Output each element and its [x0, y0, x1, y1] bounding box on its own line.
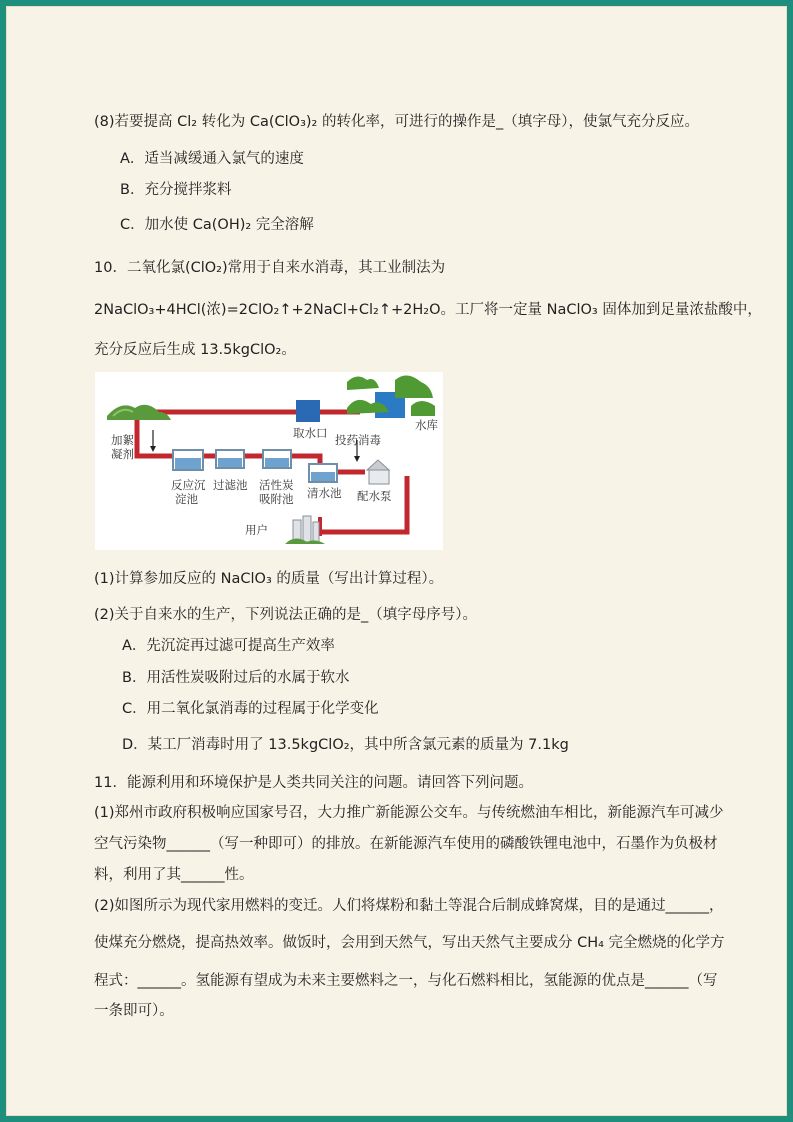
user-building-icon	[293, 516, 319, 542]
pipe-segment	[320, 476, 407, 532]
tree-icon	[347, 376, 379, 390]
q11-p1-line3: 料，利用了其______性。	[94, 867, 254, 883]
filter-tank-icon	[216, 450, 244, 468]
q10-option-c: C．用二氧化氯消毒的过程属于化学变化	[122, 701, 379, 717]
q10-equation: 2NaClO₃+4HCl(浓)=2ClO₂↑+2NaCl+Cl₂↑+2H₂O。工厂将一定量 NaClO₃ 固体加到足量浓盐酸中，	[94, 302, 762, 318]
q8-option-c: C．加水使 Ca(OH)₂ 完全溶解	[120, 217, 314, 233]
label-user: 用户	[245, 523, 268, 537]
water-treatment-diagram	[95, 372, 443, 550]
q11-p1-line1: (1)郑州市政府积极响应国家号召，大力推广新能源公交车。与传统燃油车相比，新能源汽车可减少	[94, 805, 724, 821]
q10-option-a: A．先沉淀再过滤可提高生产效率	[122, 638, 335, 654]
q10-intro: 10．二氧化氯(ClO₂)常用于自来水消毒，其工业制法为	[94, 260, 446, 276]
q8-stem: (8)若要提高 Cl₂ 转化为 Ca(ClO₃)₂ 的转化率，可进行的操作是_（填字母），使氯气充分反应。	[94, 114, 699, 130]
q10-part2: (2)关于自来水的生产，下列说法正确的是_（填字母序号）。	[94, 607, 478, 623]
label-sediment-1: 反应沉	[171, 478, 206, 492]
q10-option-d: D．某工厂消毒时用了 13.5kgClO₂，其中所含氯元素的质量为 7.1kg	[122, 737, 569, 753]
intake-box-icon	[296, 400, 320, 422]
q8-option-a: A．适当减缓通入氯气的速度	[120, 151, 304, 167]
sediment-tank-icon	[173, 450, 203, 470]
q11-p1-line2: 空气污染物______（写一种即可）的排放。在新能源汽车使用的磷酸铁锂电池中，石墨作为负极材	[94, 836, 718, 852]
arrow-head	[354, 456, 360, 462]
tree-icon	[411, 401, 435, 416]
q10-part1: (1)计算参加反应的 NaClO₃ 的质量（写出计算过程）。	[94, 571, 444, 587]
q11-p2-line2: 使煤充分燃烧，提高热效率。做饭时，会用到天然气，写出天然气主要成分 CH₄ 完全燃烧的化学方	[94, 935, 725, 951]
label-reservoir: 水库	[415, 418, 438, 432]
q11-p2-line3: 程式：______。氢能源有望成为未来主要燃料之一，与化石燃料相比，氢能源的优点是______（写	[94, 973, 718, 989]
pump-house-icon	[367, 460, 389, 484]
label-sediment-2: 淀池	[175, 492, 198, 506]
q10-result: 充分反应后生成 13.5kgClO₂。	[94, 342, 296, 358]
label-pump: 配水泵	[357, 489, 392, 503]
water-treatment-svg	[95, 372, 443, 550]
label-clear: 清水池	[307, 486, 342, 500]
arrow-head	[150, 446, 156, 452]
carbon-tank-icon	[263, 450, 291, 468]
label-filter: 过滤池	[213, 478, 248, 492]
label-carbon-1: 活性炭	[259, 478, 294, 492]
q11-intro: 11．能源利用和环境保护是人类共同关注的问题。请回答下列问题。	[94, 775, 533, 791]
label-coagulant-1: 加絮	[111, 433, 134, 447]
label-intake: 取水口	[293, 426, 328, 440]
q11-p2-line1: (2)如图所示为现代家用燃料的变迁。人们将煤粉和黏土等混合后制成蜂窝煤，目的是通过______，	[94, 898, 724, 914]
label-carbon-2: 吸附池	[259, 492, 294, 506]
q8-option-b: B．充分搅拌浆料	[120, 182, 232, 198]
q11-p2-line4: 一条即可）。	[94, 1003, 174, 1019]
clear-tank-icon	[309, 464, 337, 482]
q10-option-b: B．用活性炭吸附过后的水属于软水	[122, 670, 350, 686]
exam-page	[6, 6, 787, 1116]
tree-icon	[395, 375, 433, 398]
label-disinfect: 投药消毒	[335, 433, 381, 447]
label-coagulant-2: 凝剂	[111, 447, 134, 461]
